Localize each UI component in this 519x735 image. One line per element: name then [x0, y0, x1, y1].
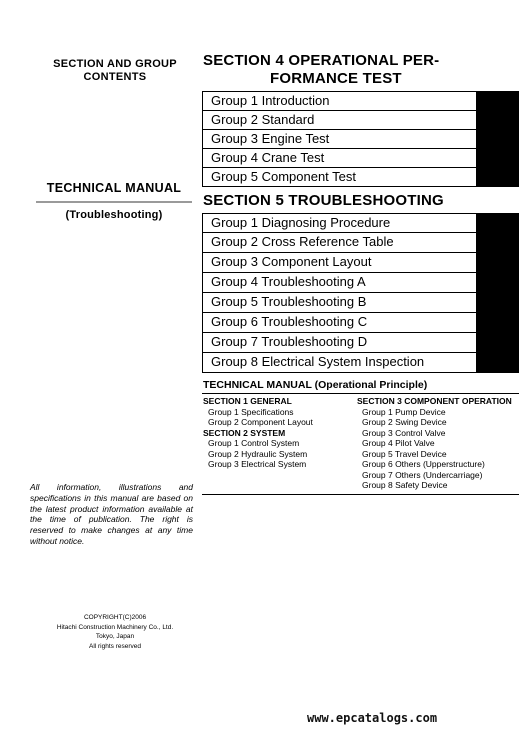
operational-group-item[interactable]: Group 1 Pump Device	[362, 406, 446, 417]
section4-group-item[interactable]	[202, 130, 519, 149]
group-label: Group 2 Cross Reference Table	[211, 234, 394, 249]
index-tab	[476, 312, 519, 332]
operational-section-heading: SECTION 1 GENERAL	[203, 396, 292, 406]
contents-heading-line1: SECTION AND GROUP	[53, 58, 177, 70]
group-label: Group 3 Engine Test	[211, 131, 330, 146]
contents-heading-line2: CONTENTS	[83, 71, 147, 83]
section4-title-line1: SECTION 4 OPERATIONAL PER-	[203, 52, 440, 69]
section4-group-item[interactable]	[202, 111, 519, 130]
index-tab	[476, 91, 519, 111]
operational-section-heading: SECTION 2 SYSTEM	[203, 427, 286, 438]
section5-group-list	[202, 213, 519, 373]
operational-group-item[interactable]: Group 3 Control Valve	[362, 427, 446, 438]
disclaimer-notice: All information, illustrations and specifications in this manual are based on the latest product information available at the time of publication. The right is reserved to make changes at any time without notice.	[30, 482, 193, 546]
section4-group-list	[202, 91, 519, 187]
index-tab	[476, 252, 519, 272]
manual-subtitle: (Troubleshooting)	[65, 209, 163, 221]
operational-group-item[interactable]: Group 5 Travel Device	[362, 448, 447, 459]
copyright-line: COPYRIGHT(C)2006	[83, 614, 147, 621]
group-label: Group 2 Standard	[211, 112, 315, 127]
operational-rule	[202, 393, 519, 394]
section5-group-item[interactable]	[202, 253, 519, 273]
section5-group-item[interactable]	[202, 213, 519, 233]
section5-group-item[interactable]	[202, 293, 519, 313]
operational-group-item[interactable]: Group 7 Others (Undercarriage)	[362, 469, 483, 480]
operational-section-heading: SECTION 3 COMPONENT OPERATION	[357, 396, 512, 406]
operational-group-item[interactable]: Group 2 Swing Device	[362, 417, 447, 427]
operational-group-item[interactable]: Group 6 Others (Upperstructure)	[362, 459, 485, 469]
manual-title-rule	[36, 201, 192, 203]
group-label: Group 4 Troubleshooting A	[211, 274, 366, 289]
section4-group-item[interactable]	[202, 149, 519, 168]
operational-group-item[interactable]: Group 1 Specifications	[208, 406, 294, 417]
operational-group-item[interactable]: Group 3 Electrical System	[208, 459, 307, 469]
section5-group-item[interactable]	[202, 333, 519, 353]
group-label: Group 1 Diagnosing Procedure	[211, 215, 391, 230]
operational-heading	[203, 379, 427, 391]
group-label: Group 3 Component Layout	[211, 254, 372, 269]
section4-group-item[interactable]	[202, 91, 519, 111]
section4-title-line2: FORMANCE TEST	[270, 70, 402, 87]
operational-bottom-rule	[202, 494, 519, 495]
index-tab	[476, 213, 519, 233]
section5-group-item[interactable]	[202, 313, 519, 333]
operational-heading-rest: (Operational Principle)	[311, 379, 428, 391]
operational-group-item[interactable]: Group 2 Component Layout	[208, 417, 313, 427]
manual-title: TECHNICAL MANUAL	[46, 181, 182, 195]
section5-title: SECTION 5 TROUBLESHOOTING	[203, 192, 444, 209]
copyright-line: Hitachi Construction Machinery Co., Ltd.	[56, 623, 174, 631]
index-tab	[476, 167, 519, 187]
group-label: Group 5 Component Test	[211, 169, 357, 184]
section5-group-item[interactable]	[202, 353, 519, 373]
section4-title	[203, 52, 439, 88]
operational-left-column	[203, 396, 313, 470]
index-tab	[476, 292, 519, 312]
operational-group-item[interactable]: Group 2 Hydraulic System	[208, 448, 308, 459]
operational-heading-bold: TECHNICAL MANUAL	[203, 379, 312, 391]
operational-group-item[interactable]: Group 4 Pilot Valve	[362, 438, 435, 448]
index-tab	[476, 148, 519, 168]
index-tab	[476, 332, 519, 352]
copyright-line: All rights reserved	[88, 642, 142, 650]
index-tab	[476, 232, 519, 252]
index-tab	[476, 352, 519, 372]
website-url[interactable]: www.epcatalogs.com	[307, 711, 438, 725]
contents-heading	[30, 58, 200, 84]
section5-group-item[interactable]	[202, 233, 519, 253]
copyright-line: Tokyo, Japan	[95, 633, 135, 640]
group-label: Group 6 Troubleshooting C	[211, 314, 368, 329]
group-label: Group 4 Crane Test	[211, 150, 325, 165]
group-label: Group 5 Troubleshooting B	[211, 294, 367, 309]
group-label: Group 8 Electrical System Inspection	[211, 354, 425, 369]
group-label: Group 1 Introduction	[211, 93, 330, 108]
section5-group-item[interactable]	[202, 273, 519, 293]
operational-group-item[interactable]: Group 1 Control System	[208, 438, 300, 448]
operational-right-column	[357, 396, 512, 491]
operational-group-item[interactable]: Group 8 Safety Device	[362, 480, 448, 490]
copyright-block	[30, 613, 200, 651]
index-tab	[476, 129, 519, 149]
section4-group-item[interactable]	[202, 168, 519, 187]
index-tab	[476, 272, 519, 292]
group-label: Group 7 Troubleshooting D	[211, 334, 368, 349]
index-tab	[476, 110, 519, 130]
